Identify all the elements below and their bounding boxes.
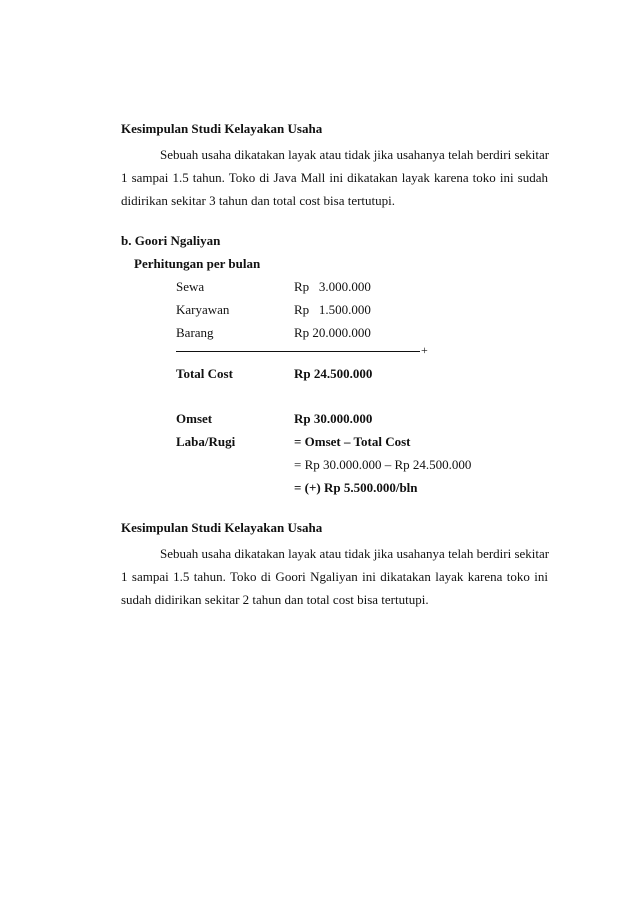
cost-value: Rp 3.000.000: [294, 279, 371, 294]
sum-rule: [176, 351, 420, 352]
laba-rugi-result: = (+) Rp 5.500.000/bln: [294, 480, 418, 495]
total-cost-value: Rp 24.500.000: [294, 366, 373, 381]
cost-value: Rp 20.000.000: [294, 325, 371, 340]
paragraph-line: 1 sampai 1.5 tahun. Toko di Java Mall ini dikatakan layak karena toko ini sudah: [121, 170, 548, 185]
laba-rugi-formula: = Omset – Total Cost: [294, 434, 411, 449]
paragraph-line: sudah didirikan sekitar 2 tahun dan total cost bisa tertutupi.: [121, 592, 429, 607]
cost-label: Barang: [176, 325, 214, 340]
paragraph-line: 1 sampai 1.5 tahun. Toko di Goori Ngaliyan ini dikatakan layak karena toko ini: [121, 569, 548, 584]
total-cost-label: Total Cost: [176, 366, 233, 381]
cost-value: Rp 1.500.000: [294, 302, 371, 317]
section-heading-1: Kesimpulan Studi Kelayakan Usaha: [121, 121, 323, 136]
laba-rugi-label: Laba/Rugi: [176, 434, 236, 449]
paragraph-line: Sebuah usaha dikatakan layak atau tidak jika usahanya telah berdiri sekitar: [160, 546, 550, 561]
omset-value: Rp 30.000.000: [294, 411, 373, 426]
calculation-subheading: Perhitungan per bulan: [134, 256, 261, 271]
plus-sign: +: [421, 343, 428, 357]
cost-label: Karyawan: [176, 302, 230, 317]
section-heading-2: b. Goori Ngaliyan: [121, 233, 221, 248]
omset-label: Omset: [176, 411, 213, 426]
paragraph-line: Sebuah usaha dikatakan layak atau tidak jika usahanya telah berdiri sekitar: [160, 147, 550, 162]
paragraph-line: didirikan sekitar 3 tahun dan total cost bisa tertutupi.: [121, 193, 396, 208]
section-heading-3: Kesimpulan Studi Kelayakan Usaha: [121, 520, 323, 535]
laba-rugi-calculation: = Rp 30.000.000 – Rp 24.500.000: [294, 457, 472, 472]
cost-label: Sewa: [176, 279, 205, 294]
